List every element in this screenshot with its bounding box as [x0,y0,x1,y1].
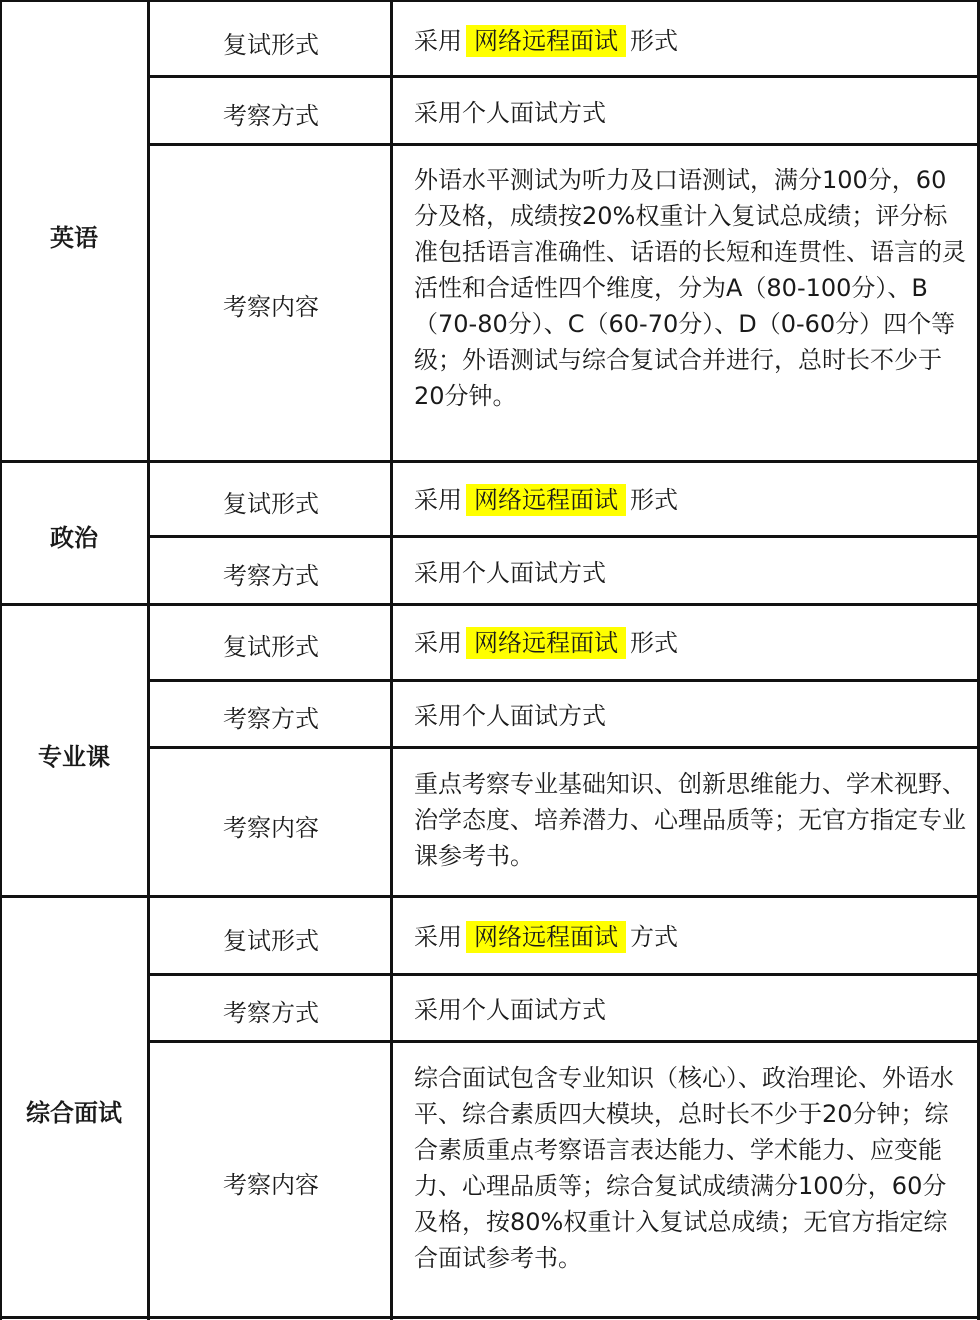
row-border [148,1040,980,1043]
row-label-method: 考察方式 [223,999,319,1027]
subject-comprehensive-interview: 综合面试 [26,1099,122,1127]
row-label-method: 考察方式 [223,102,319,130]
row-content-format [414,24,970,58]
subject-english: 英语 [50,224,98,252]
section-border-major-interview [0,895,980,898]
row-content-format [414,626,970,660]
subject-major-course: 专业课 [38,743,110,771]
row-content-method: 采用个人面试方式 [414,996,606,1024]
format-prefix: 采用 [414,486,462,514]
highlight-online-interview: 网络远程面试 [466,627,626,659]
row-label-content: 考察内容 [223,293,319,321]
row-label-format: 复试形式 [223,490,319,518]
format-prefix: 采用 [414,27,462,55]
highlight-online-interview: 网络远程面试 [466,25,626,57]
row-border [148,746,980,749]
row-label-method: 考察方式 [223,562,319,590]
row-border [148,143,980,146]
section-border-politics-major [0,603,980,606]
format-prefix: 采用 [414,923,462,951]
format-suffix: 形式 [630,629,678,657]
row-content-detail: 重点考察专业基础知识、创新思维能力、学术视野、治学态度、培养潜力、心理品质等；无官方指定专业课参考书。 [414,770,966,870]
row-border [148,973,980,976]
row-content-format [414,483,970,517]
highlight-online-interview: 网络远程面试 [466,921,626,953]
row-content-format [414,920,970,954]
row-label-format: 复试形式 [223,927,319,955]
row-border [148,75,980,78]
row-label-content: 考察内容 [223,1171,319,1199]
format-suffix: 形式 [630,27,678,55]
section-border-top [0,0,980,2]
format-suffix: 形式 [630,486,678,514]
format-prefix: 采用 [414,629,462,657]
row-content-detail: 外语水平测试为听力及口语测试，满分100分，60分及格，成绩按20%权重计入复试总成绩；评分标准包括语言准确性、话语的长短和连贯性、语言的灵活性和合适性四个维度，分为A（80-100分）、B（70-80分）、C（60-70分）、D（0-60分）四个等级；外语测试与综合复试合并进行，总时长不少于20分钟。 [414,166,966,410]
section-border-bottom [0,1316,980,1319]
row-content-method: 采用个人面试方式 [414,559,606,587]
subject-politics: 政治 [50,524,98,552]
row-label-content: 考察内容 [223,814,319,842]
row-label-format: 复试形式 [223,633,319,661]
row-label-method: 考察方式 [223,705,319,733]
highlight-online-interview: 网络远程面试 [466,484,626,516]
row-content-method: 采用个人面试方式 [414,99,606,127]
section-border-english-politics [0,460,980,463]
row-content-detail: 综合面试包含专业知识（核心）、政治理论、外语水平、综合素质四大模块，总时长不少于20分钟；综合素质重点考察语言表达能力、学术能力、应变能力、心理品质等；综合复试成绩满分100分，60分及格，按80%权重计入复试总成绩；无官方指定综合面试参考书。 [414,1064,954,1272]
format-suffix: 方式 [630,923,678,951]
row-border [148,535,980,538]
row-label-format: 复试形式 [223,31,319,59]
row-border [148,679,980,682]
row-content-method: 采用个人面试方式 [414,702,606,730]
